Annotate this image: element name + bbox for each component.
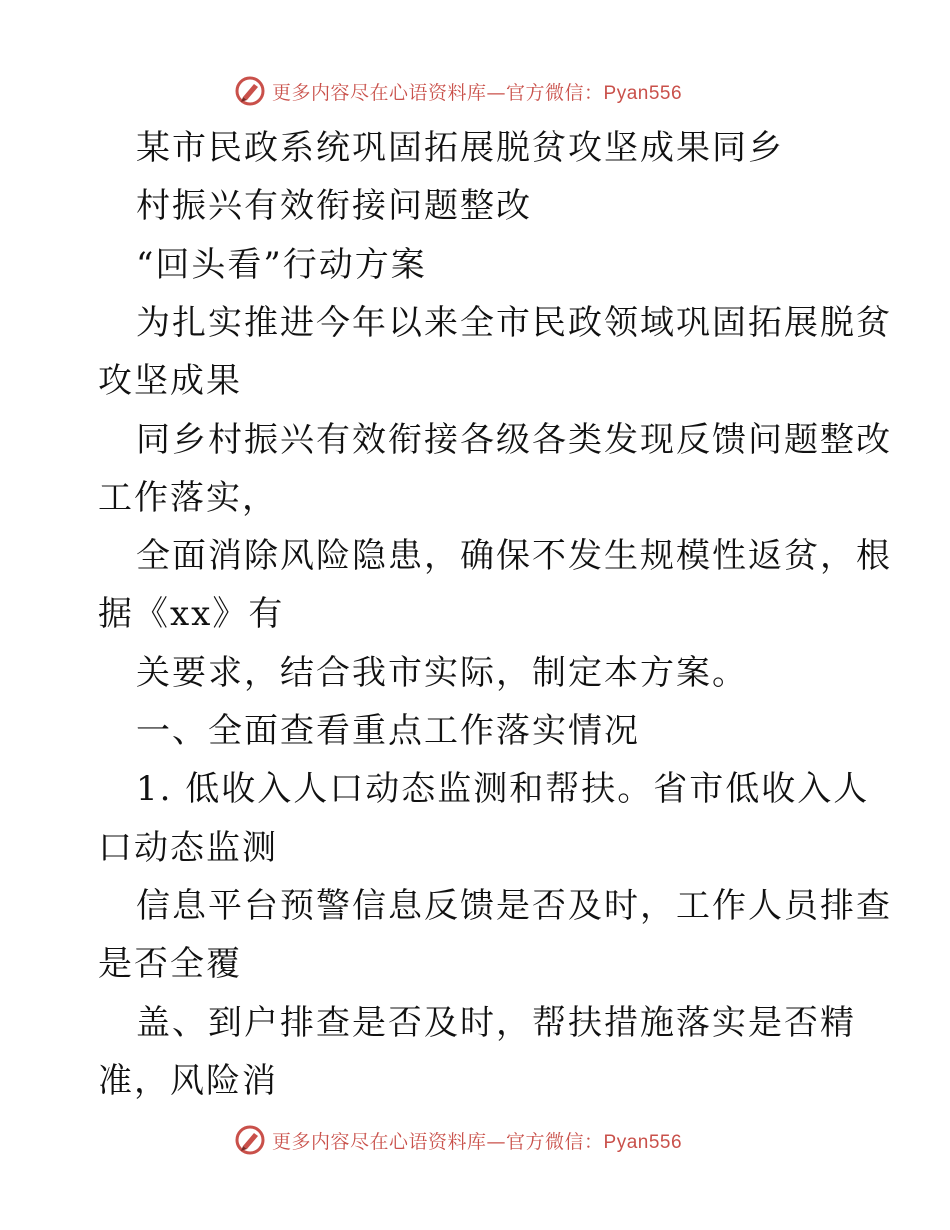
document-line: 信息平台预警信息反馈是否及时，工作人员排查 bbox=[136, 886, 892, 926]
document-line: 全面消除风险隐患，确保不发生规模性返贫，根 bbox=[136, 536, 892, 576]
document-line: 同乡村振兴有效衔接各级各类发现反馈问题整改 bbox=[136, 420, 892, 460]
wechat-id: Pyan556 bbox=[603, 82, 683, 104]
document-line: 工作落实， bbox=[98, 478, 278, 518]
document-line: 一、全面查看重点工作落实情况 bbox=[136, 711, 640, 751]
watermark-text: 更多内容尽在心语资料库—官方微信：Pyan556 bbox=[272, 81, 683, 104]
document-line: 口动态监测 bbox=[98, 828, 278, 868]
document-line: 村振兴有效衔接问题整改 bbox=[136, 186, 532, 226]
document-line: 据《xx》有 bbox=[98, 594, 285, 634]
document-line: 1. 低收入人口动态监测和帮扶。省市低收入人 bbox=[136, 769, 870, 809]
watermark-text: 更多内容尽在心语资料库—官方微信：Pyan556 bbox=[272, 1130, 683, 1153]
brand-logo-icon bbox=[234, 75, 266, 107]
document-line: 准，风险消 bbox=[98, 1061, 278, 1101]
header-watermark bbox=[234, 74, 682, 108]
document-line: 关要求，结合我市实际，制定本方案。 bbox=[136, 653, 748, 693]
document-line: 是否全覆 bbox=[98, 944, 242, 984]
document-line: 盖、到户排查是否及时，帮扶措施落实是否精 bbox=[136, 1003, 856, 1043]
document-line: 为扎实推进今年以来全市民政领域巩固拓展脱贫 bbox=[136, 303, 892, 343]
document-line: 攻坚成果 bbox=[98, 361, 242, 401]
document-line: “回头看”行动方案 bbox=[136, 245, 427, 285]
document-line: 某市民政系统巩固拓展脱贫攻坚成果同乡 bbox=[136, 128, 784, 168]
wechat-id: Pyan556 bbox=[603, 1131, 683, 1153]
brand-logo-icon bbox=[234, 1124, 266, 1156]
footer-watermark bbox=[234, 1123, 682, 1157]
